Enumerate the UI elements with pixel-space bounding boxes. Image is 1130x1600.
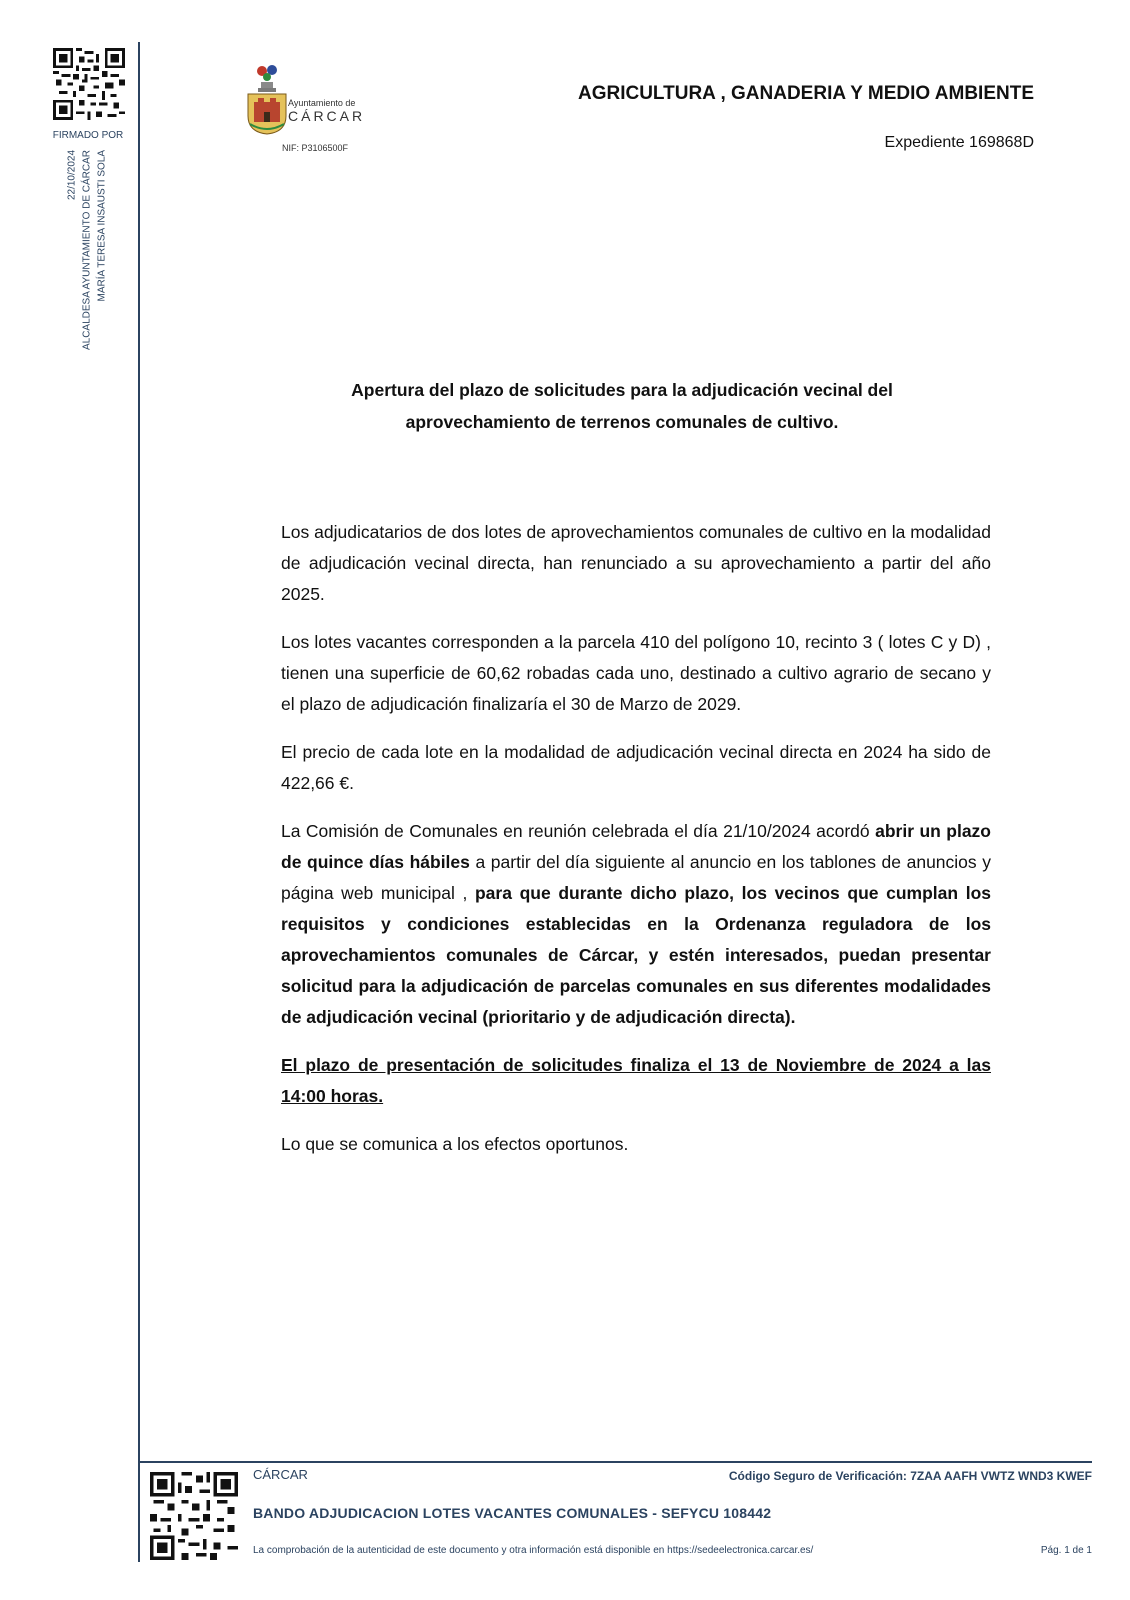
comision-text-a: La Comisión de Comunales en reunión celebrada el día 21/10/2024 acordó bbox=[281, 821, 876, 841]
signer-name: MARÍA TERESA INSAUSTI SOLA bbox=[96, 149, 108, 302]
document-body bbox=[281, 517, 991, 1177]
paragraph-lotes: Los lotes vacantes corresponden a la parcela 410 del polígono 10, recinto 3 ( lotes C y D) , tienen una superficie de 60,62 robadas cada uno, destinado a cultivo agrario de secano y el plazo de adjudicación finalizaría el 30 de Marzo de 2029. bbox=[281, 632, 991, 714]
signer-role: ALCALDESA AYUNTAMIENTO DE CÁRCAR bbox=[81, 149, 93, 351]
verification-code: Código Seguro de Verificación: 7ZAA AAFH VWTZ WND3 KWEF bbox=[728, 1469, 1092, 1483]
logo-small-text: Ayuntamiento de bbox=[288, 98, 356, 108]
municipal-crest-icon bbox=[246, 64, 288, 136]
comision-text-d: para que durante dicho plazo, los vecinos que cumplan los requisitos y condiciones establecidas en la Ordenanza reguladora de los aprovechamientos comunales de Cárcar, y estén interesados, puedan presentar solicitud para la adjudicación de parcelas comunales en sus diferentes modalidades de adjudicación vecinal (prioritario y de adjudicación directa). bbox=[281, 883, 991, 1027]
margin-rule bbox=[138, 42, 140, 1562]
expediente-number: Expediente 169868D bbox=[884, 134, 1034, 151]
footer-rule bbox=[138, 1461, 1092, 1463]
footer-document-title: BANDO ADJUDICACION LOTES VACANTES COMUNALES - SEFYCU 108442 bbox=[253, 1505, 772, 1521]
document-title bbox=[300, 374, 944, 438]
page-number: Pág. 1 de 1 bbox=[1040, 1545, 1092, 1556]
qr-code-icon bbox=[53, 48, 125, 120]
document-title-line-2: aprovechamiento de terrenos comunales de cultivo. bbox=[405, 412, 839, 432]
signature-date: 22/10/2024 bbox=[66, 149, 78, 201]
paragraph-precio: El precio de cada lote en la modalidad de adjudicación vecinal directa en 2024 ha sido de 422,66 €. bbox=[281, 742, 991, 793]
signed-by-label: FIRMADO POR bbox=[52, 130, 124, 141]
nif-label: NIF: P3106500F bbox=[282, 143, 349, 153]
comision-text-c: a partir del día siguiente al anuncio en los tablones de anuncios y página web municipal , bbox=[281, 852, 991, 903]
footer-town: CÁRCAR bbox=[253, 1467, 308, 1482]
logo-big-text: CÁRCAR bbox=[288, 108, 366, 124]
department-heading: AGRICULTURA , GANADERIA Y MEDIO AMBIENTE bbox=[577, 83, 1034, 104]
qr-code-icon bbox=[150, 1472, 238, 1560]
signature-block bbox=[65, 150, 110, 350]
paragraph-cierre: Lo que se comunica a los efectos oportunos. bbox=[281, 1134, 629, 1154]
document-title-line-1: Apertura del plazo de solicitudes para la adjudicación vecinal del bbox=[351, 380, 893, 400]
paragraph-comision bbox=[281, 816, 991, 1033]
municipal-logo bbox=[246, 64, 376, 136]
comision-text-plazo: abrir un plazo de quince días hábiles bbox=[281, 821, 992, 872]
paragraph-renuncia: Los adjudicatarios de dos lotes de aprovechamientos comunales de cultivo en la modalidad de adjudicación vecinal directa, han renunciado a su aprovechamiento a partir del año 2025. bbox=[281, 522, 991, 604]
authenticity-notice: La comprobación de la autenticidad de este documento y otra información está disponible en https://sedeelectronica.carcar.es/ bbox=[253, 1545, 814, 1556]
paragraph-plazo-final: El plazo de presentación de solicitudes finaliza el 13 de Noviembre de 2024 a las 14:00 horas. bbox=[281, 1055, 991, 1106]
